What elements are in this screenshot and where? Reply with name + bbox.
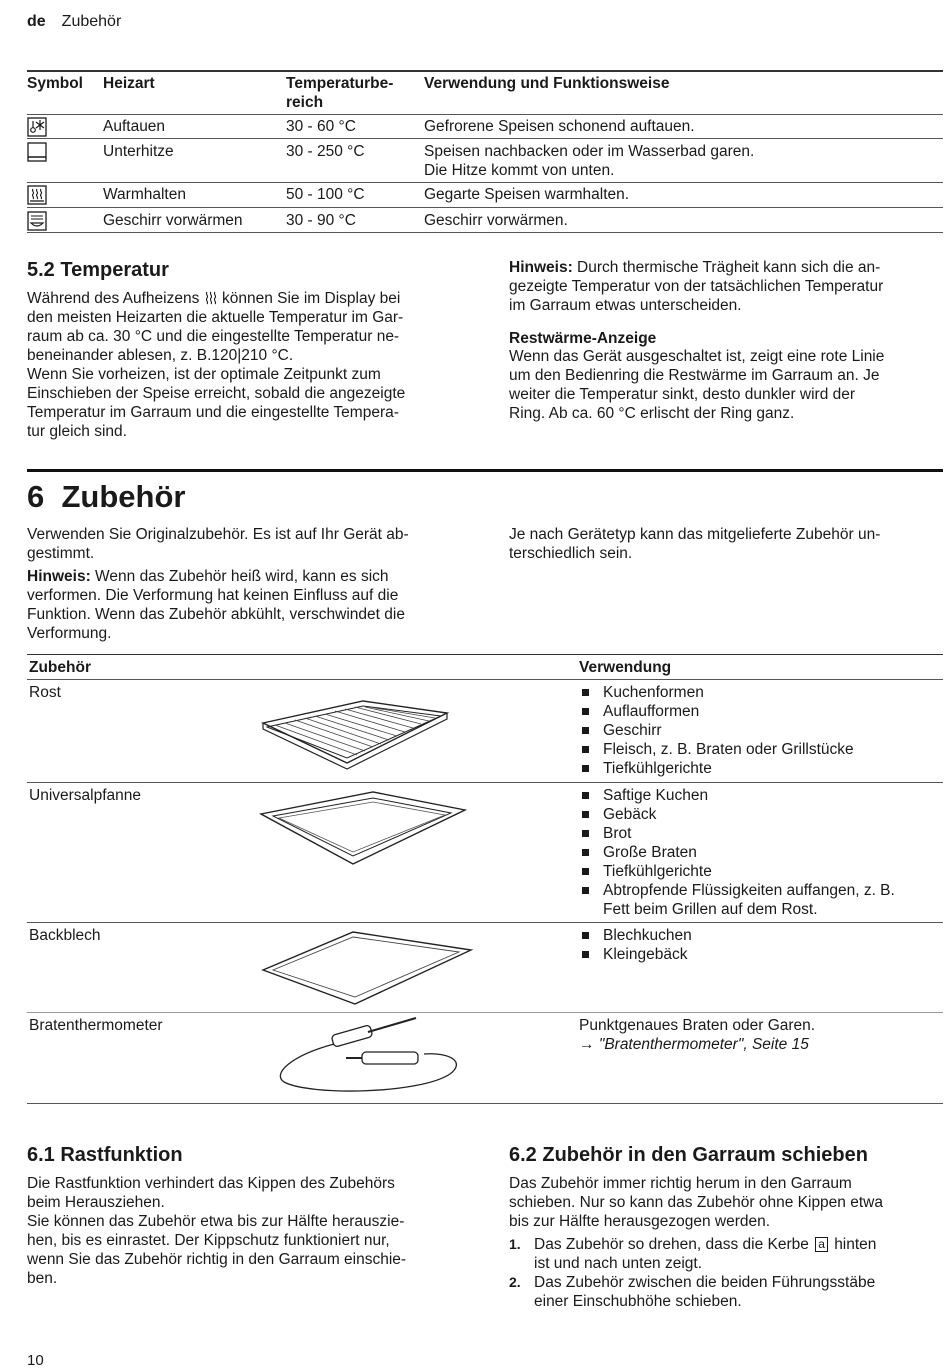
heizart-name: Warmhalten [103,186,186,203]
list-item: Kuchenformen [579,683,854,702]
pan-usage-list [579,786,895,919]
table-rule [27,679,943,680]
heizart-name: Auftauen [103,118,166,135]
tray-usage-list [579,926,692,964]
chapter-6-intro: Verwenden Sie Originalzubehör. Es ist auf Ihr Gerät ab- gestimmt. Hinweis: Wenn das Zubehör heiß wird, kann es sich verformen. Die Verformung hat keinen Einfluss auf die Funktion. Wenn das Zubehör abkühlt, verschwindet die Verformung. [27,526,409,642]
language-code: de [27,13,46,30]
list-item: Auflaufformen [579,702,854,721]
list-item: Fleisch, z. B. Braten oder Grillstücke [579,740,854,759]
list-item: Kleingebäck [579,945,692,964]
thermometer-usage: Punktgenaues Braten oder Garen. → "Bratenthermometer", Seite 15 [579,1017,816,1053]
accessory-name: Universalpfanne [29,787,142,804]
rack-illustration [255,683,455,778]
table-rule [27,1012,943,1013]
accessory-name: Backblech [29,927,101,944]
table-rule [27,138,943,139]
chapter-title-6: 6 Zubehör [27,479,186,514]
list-item: Blechkuchen [579,926,692,945]
table-rule [27,207,943,208]
list-item: Große Braten [579,843,895,862]
section-title-6-1: 6.1 Rastfunktion [27,1144,183,1166]
usage-text: Gefrorene Speisen schonend auftauen. [424,118,695,135]
header-title: Zubehör [61,13,122,30]
usage-text: Speisen nachbacken oder im Wasserbad garen. Die Hitze kommt von unten. [424,143,755,179]
temperature-range: 30 - 90 °C [286,212,356,229]
page-header [27,12,121,31]
section-title-6-2: 6.2 Zubehör in den Garraum schieben [509,1144,868,1166]
cross-reference-link[interactable]: "Bratenthermometer", Seite 15 [598,1036,809,1053]
col-temperature: Temperaturbe- reich [286,75,394,111]
temperature-range: 30 - 250 °C [286,143,365,160]
heizart-name: Unterhitze [103,143,174,160]
temperature-range: 50 - 100 °C [286,186,365,203]
list-item: Tiefkühlgerichte [579,759,854,778]
usage-text: Gegarte Speisen warmhalten. [424,186,630,203]
col-heizart: Heizart [103,75,155,92]
list-item: Gebäck [579,805,895,824]
page-number: 10 [27,1352,44,1369]
temperature-hint: Hinweis: Durch thermische Trägheit kann sich die an- gezeigte Temperatur von der tatsächlichen Temperatur im Garraum etwas unterscheiden. [509,259,884,314]
steps-list [509,1235,939,1311]
list-item: Brot [579,824,895,843]
baking-tray-illustration [255,928,477,1013]
table-top-rule [27,70,943,72]
section-6-2-body: Das Zubehör immer richtig herum in den Garraum schieben. Nur so kann das Zubehör ohne Kippen etwa bis zur Hälfte herausgezogen werden. [509,1175,883,1230]
list-item: Tiefkühlgerichte [579,862,895,881]
rack-usage-list [579,683,854,778]
col-usage: Verwendung und Funktionsweise [424,75,670,92]
link-arrow-icon: → [579,1036,595,1053]
residual-heat-body: Wenn das Gerät ausgeschaltet ist, zeigt eine rote Linie um den Bedienring die Restwärme im Garraum an. Je weiter die Temperatur sinkt, desto dunkler wird der Ring. Ab ca. 60 °C erlischt der Ring ganz. [509,348,885,422]
col-symbol: Symbol [27,75,83,92]
section-title-5-2: 5.2 Temperatur [27,259,169,281]
bottom-heat-icon [27,142,47,167]
list-item: 1. Das Zubehör so drehen, dass die Kerbe a hinten ist und nach unten zeigt. [509,1236,877,1272]
usage-text: Geschirr vorwärmen. [424,212,568,229]
heating-up-icon [204,290,218,307]
accessory-name: Rost [29,684,61,701]
table-rule [27,182,943,183]
universal-pan-illustration [255,788,470,873]
accessory-name: Bratenthermometer [29,1017,163,1034]
table-rule [27,1103,943,1104]
notch-marker: a [815,1237,828,1252]
chapter-6-note: Je nach Gerätetyp kann das mitgelieferte Zubehör un- terschiedlich sein. [509,526,881,562]
section-5-2-body: Während des Aufheizens können Sie im Display bei den meisten Heizarten die aktuelle Temperatur im Gar- raum ab ca. 30 °C und die eingestellte Temperatur ne- beneinander ablesen, z. B.120|210 °C. Wenn Sie vorheizen, ist der optimale Zeitpunkt zum Einschieben der Speise erreicht, sobald die angezeigte Temperatur im Garraum und die eingestellte Tempera- tur gleich sind. [27,290,406,440]
list-item: 2. Das Zubehör zwischen die beiden Führungsstäbe einer Einschubhöhe schieben. [509,1274,876,1310]
list-item: Saftige Kuchen [579,786,895,805]
residual-heat-title: Restwärme-Anzeige [509,330,657,347]
table-rule [27,782,943,783]
table-rule [27,114,943,115]
col-usage: Verwendung [579,659,672,676]
chapter-rule [27,469,943,472]
table-rule [27,922,943,923]
list-item: Geschirr [579,721,854,740]
heizart-name: Geschirr vorwärmen [103,212,243,229]
col-accessory: Zubehör [29,659,91,676]
temperature-range: 30 - 60 °C [286,118,356,135]
section-6-1-body: Die Rastfunktion verhindert das Kippen des Zubehörs beim Herausziehen. Sie können das Zubehör etwa bis zur Hälfte herauszie- hen, bis es einrastet. Der Kippschutz funktioniert nur, wenn Sie das Zubehör richtig in den Garraum einschie- ben. [27,1175,407,1287]
table-top-rule [27,654,943,655]
meat-thermometer-illustration [270,1014,470,1099]
table-rule [27,232,943,233]
list-item: Abtropfende Flüssigkeiten auffangen, z. B. Fett beim Grillen auf dem Rost. [579,881,895,919]
